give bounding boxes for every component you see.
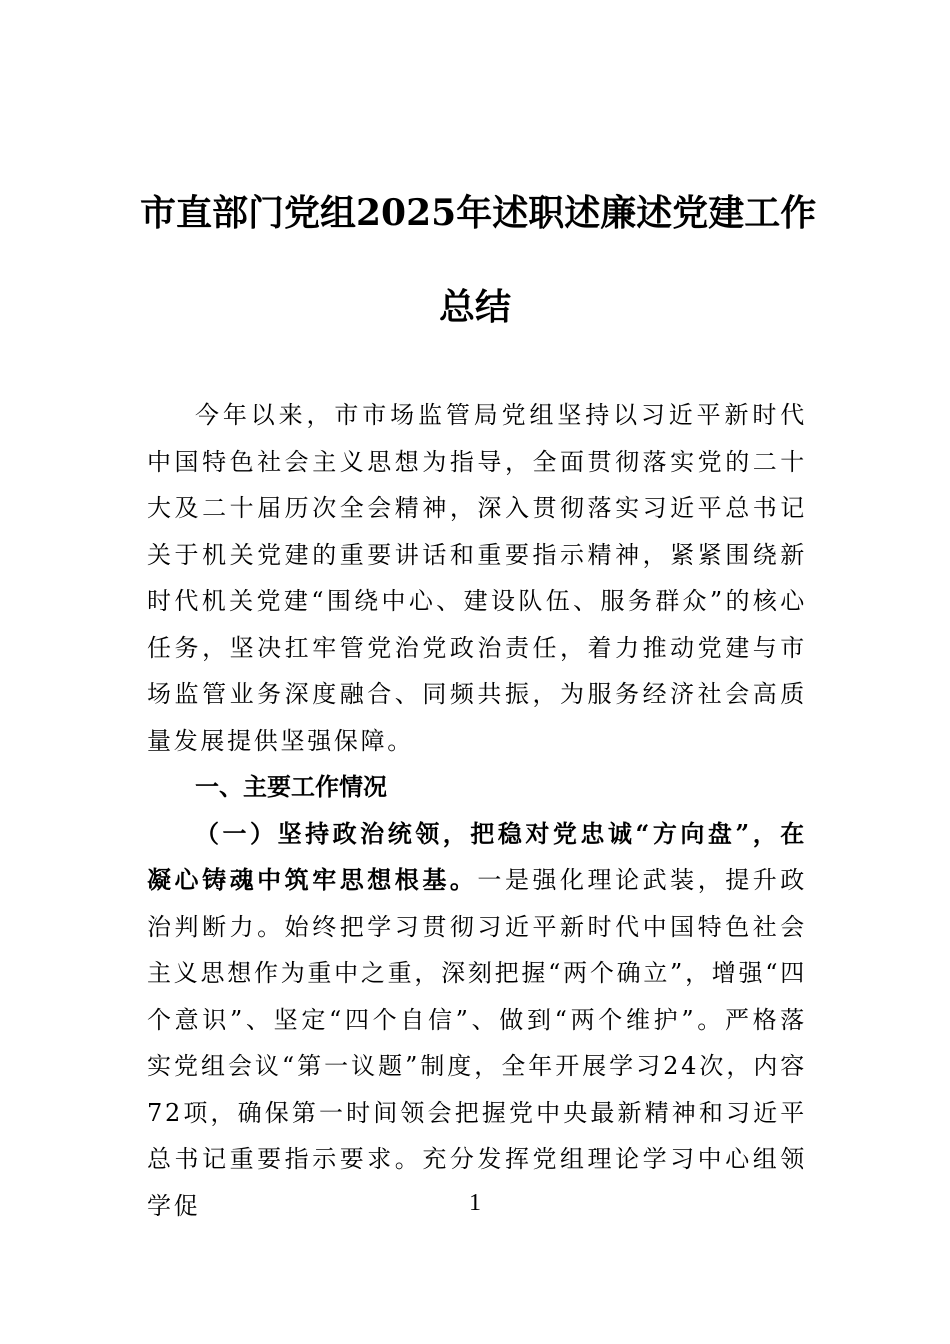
section-heading-main-work: 一、主要工作情况	[195, 773, 387, 801]
document-title	[140, 166, 817, 354]
subsection-paragraph-political-leadership	[147, 811, 807, 1230]
subsection-heading: （一）坚持政治统领，把稳对党忠诚“方向盘”，在凝心铸魂中筑牢思想根基。	[147, 818, 807, 894]
page-number: 1	[469, 1190, 481, 1216]
intro-paragraph: 今年以来，市市场监管局党组坚持以习近平新时代中国特色社会主义思想为指导，全面贯彻落实党的二十大及二十届历次全会精神，深入贯彻落实习近平总书记关于机关党建的重要讲话和重要指示精神，紧紧围绕新时代机关党建“围绕中心、建设队伍、服务群众”的核心任务，坚决扛牢管党治党政治责任，着力推动党建与市场监管业务深度融合、同频共振，为服务经济社会高质量发展提供坚强保障。	[147, 401, 807, 755]
document-body	[147, 392, 807, 1229]
title-line-2: 总结	[438, 286, 511, 328]
subsection-body-text: 一是强化理论武装，提升政治判断力。始终把学习贯彻习近平新时代中国特色社会主义思想作为重中之重，深刻把握“两个确立”，增强“四个意识”、坚定“四个自信”、做到“两个维护”。严格落实党组会议“第一议题”制度，全年开展学习24次，内容72项，确保第一时间领会把握党中央最新精神和习近平总书记重要指示要求。充分发挥党组理论学习中心组领学促	[147, 866, 807, 1220]
title-line-1: 市直部门党组2025年述职述廉述党建工作	[140, 192, 817, 234]
